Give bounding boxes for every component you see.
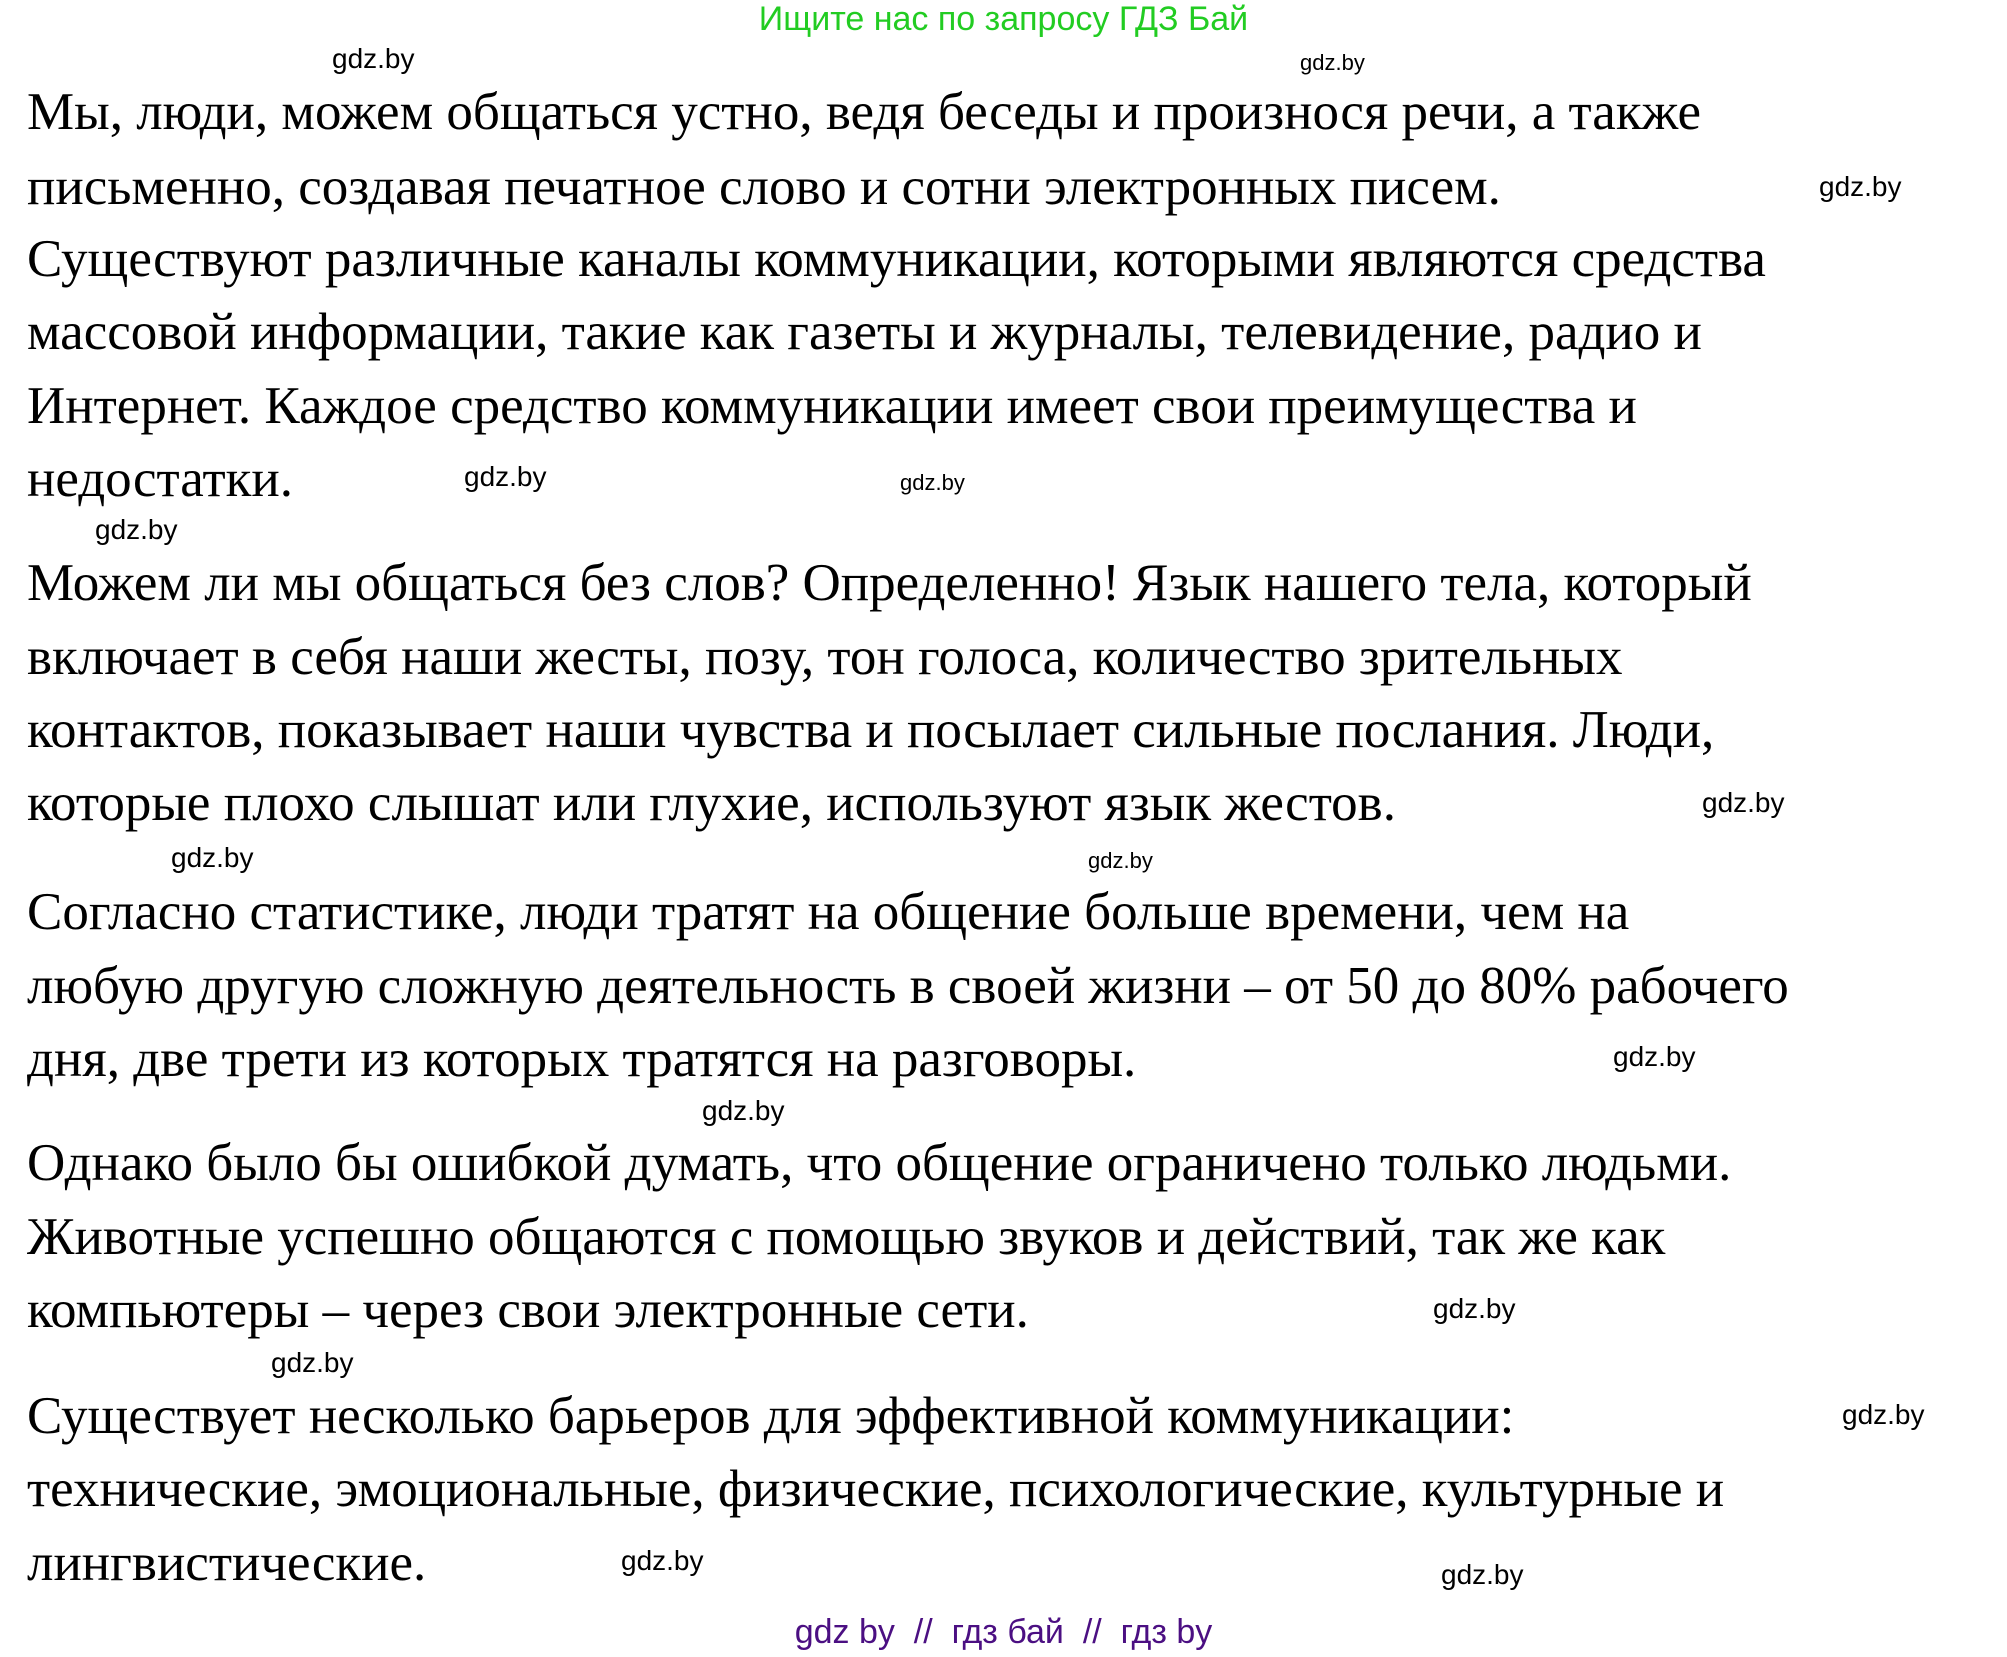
- watermark: gdz.by: [1300, 50, 1365, 75]
- watermark: gdz.by: [332, 43, 415, 74]
- watermark: gdz.by: [171, 842, 254, 873]
- text-line: недостатки.: [27, 450, 293, 508]
- watermark: gdz.by: [702, 1095, 785, 1126]
- text-line: Существует несколько барьеров для эффективной коммуникации:: [27, 1387, 1515, 1445]
- text-line: Существуют различные каналы коммуникации, которыми являются средства: [27, 230, 1766, 288]
- text-line: лингвистические.: [27, 1534, 427, 1592]
- text-line: которые плохо слышат или глухие, используют язык жестов.: [27, 774, 1396, 832]
- watermark: gdz.by: [95, 514, 178, 545]
- watermark: gdz.by: [1842, 1399, 1925, 1430]
- text-line: Животные успешно общаются с помощью звуков и действий, так же как: [27, 1208, 1666, 1266]
- watermark: gdz.by: [1613, 1041, 1696, 1072]
- text-line: контактов, показывает наши чувства и посылает сильные послания. Люди,: [27, 701, 1715, 759]
- text-line: технические, эмоциональные, физические, психологические, культурные и: [27, 1460, 1725, 1518]
- text-line: Согласно статистике, люди тратят на общение больше времени, чем на: [27, 883, 1630, 941]
- text-line: дня, две трети из которых тратятся на разговоры.: [27, 1030, 1137, 1088]
- watermark: gdz.by: [1441, 1559, 1524, 1590]
- watermark: gdz.by: [464, 461, 547, 492]
- text-line: включает в себя наши жесты, позу, тон голоса, количество зрительных: [27, 628, 1623, 686]
- text-line: Можем ли мы общаться без слов? Определенно! Язык нашего тела, который: [27, 554, 1752, 612]
- watermark: gdz.by: [1088, 848, 1153, 873]
- text-line: любую другую сложную деятельность в своей жизни – от 50 до 80% рабочего: [27, 957, 1789, 1015]
- text-line: Мы, люди, можем общаться устно, ведя беседы и произнося речи, а также: [27, 83, 1702, 141]
- text-line: компьютеры – через свои электронные сети.: [27, 1281, 1029, 1339]
- text-line: письменно, создавая печатное слово и сотни электронных писем.: [27, 158, 1501, 216]
- watermark: gdz.by: [621, 1545, 704, 1576]
- watermark: gdz.by: [1702, 787, 1785, 818]
- text-line: Интернет. Каждое средство коммуникации имеет свои преимущества и: [27, 377, 1637, 435]
- search-hint-banner: Ищите нас по запросу ГДЗ Бай: [758, 0, 1249, 38]
- text-line: массовой информации, такие как газеты и журналы, телевидение, радио и: [27, 303, 1702, 361]
- watermark: gdz.by: [900, 470, 965, 495]
- footer-links: gdz by // гдз бай // гдз by: [794, 1613, 1213, 1651]
- text-line: Однако было бы ошибкой думать, что общение ограничено только людьми.: [27, 1134, 1732, 1192]
- watermark: gdz.by: [1819, 171, 1902, 202]
- watermark: gdz.by: [1433, 1293, 1516, 1324]
- watermark: gdz.by: [271, 1347, 354, 1378]
